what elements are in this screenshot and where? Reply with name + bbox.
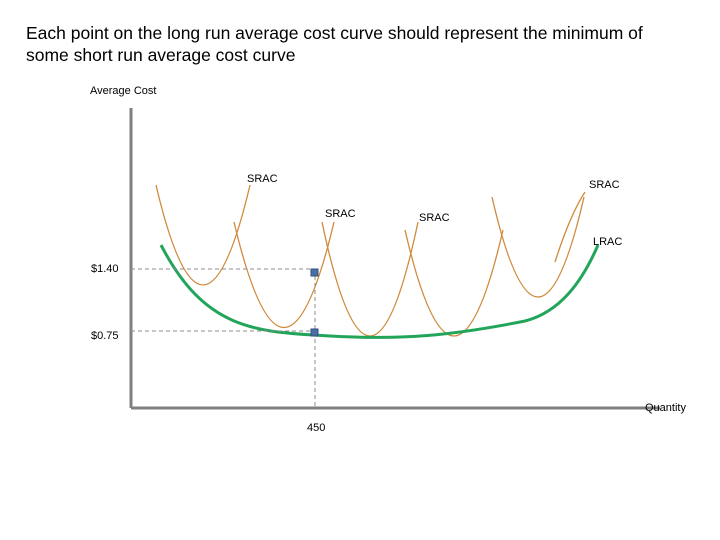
point-lrac-cost (311, 329, 318, 336)
srac-curve-5 (492, 197, 584, 297)
srac-label-3: SRAC (325, 208, 356, 220)
price-label-low: $0.75 (91, 330, 119, 342)
quantity-label: 450 (307, 422, 326, 434)
title-line-2: some short run average cost curve (26, 45, 296, 65)
srac-curve-1 (156, 185, 250, 285)
guide-lines (131, 269, 315, 408)
srac-curve-6 (555, 192, 585, 262)
y-axis-label: Average Cost (90, 85, 157, 97)
srac-curve-2 (234, 222, 334, 328)
lrac-label: LRAC (593, 236, 623, 248)
srac-label-1: SRAC (247, 173, 278, 185)
title-line-1: Each point on the long run average cost curve should represent the minimum of (26, 23, 643, 43)
srac-label-2: SRAC (589, 179, 620, 191)
point-srac-cost (311, 269, 318, 276)
x-axis-label: Quantity (645, 402, 686, 414)
srac-curve-4 (405, 230, 503, 336)
price-label-high: $1.40 (91, 263, 119, 275)
srac-label-4: SRAC (419, 212, 450, 224)
srac-curve-3 (322, 222, 418, 336)
axes (131, 108, 660, 408)
